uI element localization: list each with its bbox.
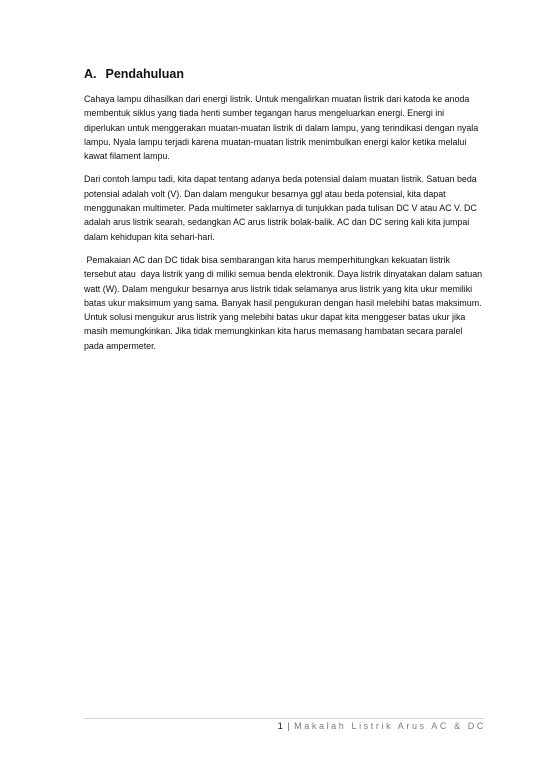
page-footer xyxy=(84,721,486,731)
paragraph: Dari contoh lampu tadi, kita dapat tentang adanya beda potensial dalam muatan listrik. Satuan beda potensial adalah volt (V). Dan dalam mengukur besarnya ggl atau beda potensial, kita dapat menggunakan multimeter. Pada multimeter saklarnya di tunjukkan pada tulisan DC V atau AC V. DC adalah arus listrik searah, sedangkan AC arus listrik bolak-balik. AC dan DC sering kali kita jumpai dalam kehidupan kita sehari-hari. xyxy=(84,174,477,242)
footer-divider xyxy=(84,718,484,719)
section-number: A. xyxy=(84,67,97,81)
body-text xyxy=(84,92,484,362)
footer-separator: | xyxy=(287,721,290,731)
paragraph: Cahaya lampu dihasilkan dari energi listrik. Untuk mengalirkan muatan listrik dari katoda ke anoda membentuk siklus yang tiada henti sumber tegangan harus mengeluarkan energi. Energi ini diperlukan untuk menggerakan muatan-muatan listrik di dalam lampu, yang terindikasi dengan nyala lampu. Nyala lampu terjadi karena muatan-muatan listrik menimbulkan energi kalor ketika melalui kawat filament lampu. xyxy=(84,94,479,162)
section-heading xyxy=(84,67,484,81)
section-title: Pendahuluan xyxy=(105,67,184,81)
paragraph: Pemakaian AC dan DC tidak bisa sembarangan kita harus memperhitungkan kekuatan listrik tersebut atau daya listrik yang di miliki semua benda elektronik. Daya listrik dinyatakan dalam satuan watt (W). Dalam mengukur besarnya arus listrik tidak selamanya arus listrik yang kita ukur memiliki batas ukur maksimum yang sama. Banyak hasil pengukuran dengan hasil melebihi batas maksimum. Untuk solusi mengukur arus listrik yang melebihi batas ukur dapat kita menggeser batas ukur jika masih memungkinkan. Jika tidak memungkinkan kita harus memasang hambatan secara paralel pada ampermeter. xyxy=(84,254,485,351)
footer-title: Makalah Listrik Arus AC & DC xyxy=(294,721,486,731)
page-number: 1 xyxy=(277,721,283,731)
